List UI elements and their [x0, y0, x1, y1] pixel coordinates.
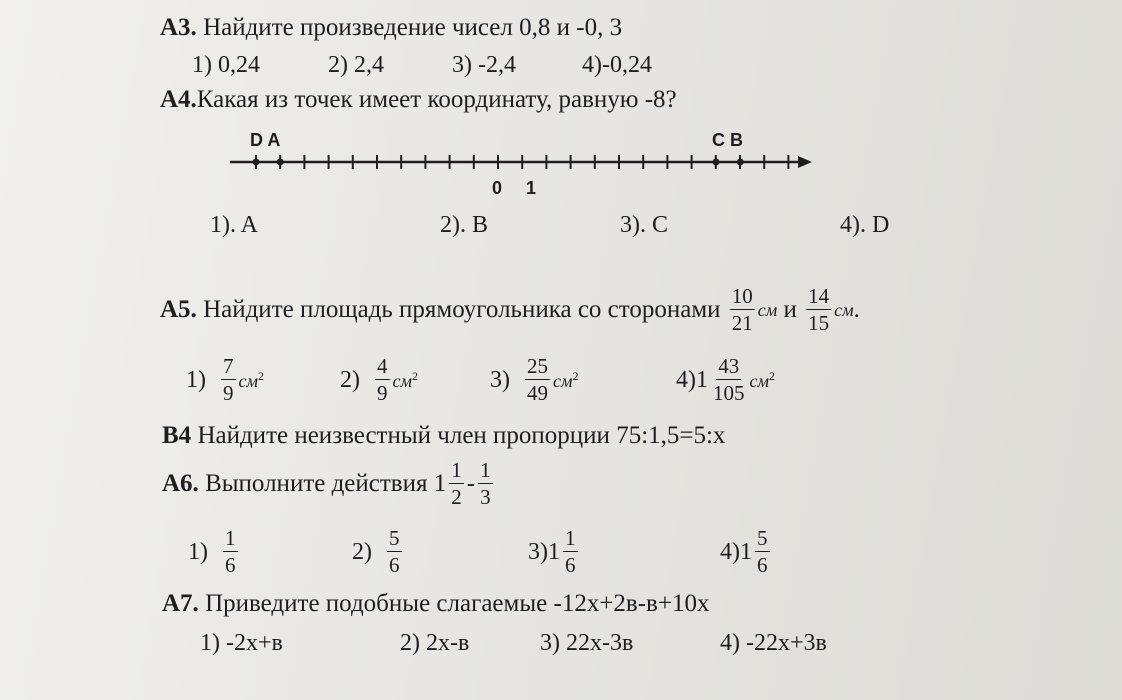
fraction-term2: $\frac{1}{3}$	[480, 458, 491, 509]
question-number: А6.	[162, 470, 199, 497]
question-a5: А5. Найдите площадь прямоугольника со сторонами $\frac{10}{21}$ см и $\frac{14}{15}$ см .	[160, 284, 860, 335]
question-number: А5.	[160, 296, 197, 323]
answer-option: 1) -2х+в	[200, 630, 283, 656]
question-number: А3.	[160, 14, 197, 41]
question-text: Приведите подобные слагаемые -12х+2в-в+10х	[205, 590, 710, 617]
answer-option: 2) 2,4	[328, 52, 384, 78]
question-text: Найдите площадь прямоугольника со сторонами	[203, 296, 721, 323]
question-text: Найдите неизвестный член пропорции 75:1,5=5:х	[197, 422, 726, 449]
question-a6: А6. Выполните действия 1 $\frac{1}{2}$ - $\frac{1}{3}$	[162, 458, 491, 509]
point-marker	[253, 159, 260, 166]
answer-option: 3) -2,4	[452, 52, 516, 78]
fraction-term1: $\frac{1}{2}$	[451, 458, 462, 509]
question-a3	[160, 14, 622, 42]
point-labels-right: C B	[712, 130, 743, 150]
answer-option: 2) $\frac{5}{6}$	[352, 526, 400, 577]
question-number: В4	[162, 422, 192, 449]
question-a7	[162, 590, 709, 618]
answer-option: 3). C	[620, 212, 668, 238]
answer-option: 1) 0,24	[192, 52, 260, 78]
question-b4	[162, 422, 725, 450]
answer-option: 4)-0,24	[582, 52, 652, 78]
answer-option: 1) $\frac{1}{6}$	[188, 526, 236, 577]
point-marker	[737, 159, 744, 166]
question-text: Найдите произведение чисел 0,8 и -0, 3	[203, 14, 623, 41]
one-label: 1	[526, 178, 537, 198]
point-labels-left: D A	[250, 130, 281, 150]
question-a4	[160, 86, 677, 114]
answer-option: 1) $\frac{7}{9}$ $см^2$	[186, 354, 264, 405]
answer-option: 2). B	[440, 212, 488, 238]
answer-option: 4) 1 $\frac{5}{6}$	[720, 526, 768, 577]
point-marker	[277, 159, 284, 166]
question-number: А4.	[160, 86, 197, 113]
question-text: Выполните действия	[205, 470, 428, 497]
answer-option: 2) 2х-в	[400, 630, 470, 656]
answer-option: 3) 22х-3в	[540, 630, 634, 656]
fraction-side2: $\frac{14}{15}$	[808, 284, 830, 335]
answer-option: 3) $\frac{25}{49}$ $см^2$	[490, 354, 579, 405]
axis-arrow-icon	[798, 156, 812, 168]
question-text: Какая из точек имеет координату, равную -8?	[196, 86, 677, 113]
point-marker	[713, 159, 720, 166]
fraction-side1: $\frac{10}{21}$	[731, 284, 753, 335]
question-number: А7.	[162, 590, 199, 617]
answer-option: 2) $\frac{4}{9}$ $см^2$	[340, 354, 418, 405]
answer-option: 4) -22х+3в	[720, 630, 827, 656]
answer-option: 3) 1 $\frac{1}{6}$	[528, 526, 576, 577]
zero-label: 0	[492, 178, 503, 198]
answer-option: 1). A	[210, 212, 258, 238]
answer-option: 4). D	[840, 212, 890, 238]
answer-option: 4) 1 $\frac{43}{105}$ $см^2$	[676, 354, 775, 405]
number-line	[220, 124, 820, 204]
